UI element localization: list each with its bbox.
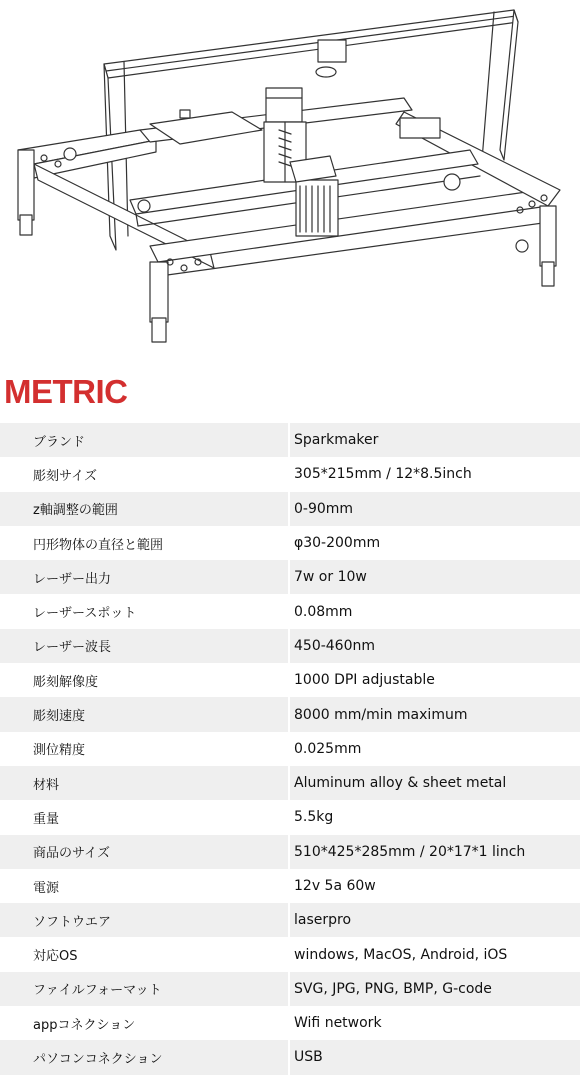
spec-value: 510*425*285mm / 20*17*1 linch [294, 843, 526, 860]
column-divider [288, 835, 290, 869]
spec-value: 0.08mm [294, 603, 353, 620]
spec-value: 7w or 10w [294, 569, 367, 586]
spec-label: ファイルフォーマット [33, 983, 162, 999]
column-divider [288, 526, 290, 560]
spec-label: 材料 [33, 777, 60, 793]
spec-label: ブランド [33, 434, 86, 450]
spec-row-engraving-size [0, 457, 580, 491]
spec-row-file-format [0, 972, 580, 1006]
spec-label: 電源 [33, 880, 60, 896]
spec-value: 12v 5a 60w [294, 878, 376, 894]
spec-row-round-object-diameter [0, 526, 580, 560]
spec-value: 8000 mm/min maximum [294, 706, 468, 723]
spec-value: 450-460nm [294, 637, 376, 654]
product-illustration [0, 0, 580, 355]
column-divider [288, 697, 290, 731]
spec-row-product-size [0, 835, 580, 869]
spec-row-software [0, 903, 580, 937]
spec-row-supported-os [0, 937, 580, 971]
column-divider [288, 1040, 290, 1074]
spec-label: z軸調整の範囲 [33, 503, 118, 519]
spec-label: 商品のサイズ [33, 846, 110, 862]
spec-value: 305*215mm / 12*8.5inch [294, 466, 472, 483]
spec-label: 測位精度 [33, 743, 86, 759]
spec-row-app-connection [0, 1006, 580, 1040]
spec-value: 1000 DPI adjustable [294, 672, 435, 689]
spec-value: Wifi network [294, 1015, 382, 1032]
spec-value: SVG, JPG, PNG, BMP, G-code [294, 980, 492, 997]
spec-row-laser-power [0, 560, 580, 594]
spec-label: パソコンコネクション [33, 1051, 163, 1067]
column-divider [288, 423, 290, 457]
spec-label: appコネクション [33, 1017, 136, 1033]
spec-value: windows, MacOS, Android, iOS [294, 946, 508, 963]
column-divider [288, 560, 290, 594]
column-divider [288, 903, 290, 937]
column-divider [288, 766, 290, 800]
spec-value: Aluminum alloy & sheet metal [294, 775, 507, 792]
spec-row-power-supply [0, 869, 580, 903]
spec-table [0, 423, 580, 1075]
spec-value: USB [294, 1049, 323, 1066]
spec-row-laser-spot [0, 594, 580, 628]
spec-label: 対応OS [33, 949, 78, 965]
column-divider [288, 1006, 290, 1040]
column-divider [288, 663, 290, 697]
spec-value: 0-90mm [294, 500, 354, 517]
column-divider [288, 869, 290, 903]
spec-label: レーザー出力 [33, 571, 112, 587]
spec-row-material [0, 766, 580, 800]
spec-label: ソフトウエア [33, 914, 112, 930]
spec-value: laserpro [294, 912, 352, 929]
spec-label: 彫刻解像度 [33, 674, 99, 690]
spec-row-positioning-accuracy [0, 732, 580, 766]
spec-row-laser-wavelength [0, 629, 580, 663]
column-divider [288, 972, 290, 1006]
spec-row-engraving-speed [0, 697, 580, 731]
column-divider [288, 457, 290, 491]
spec-label: 円形物体の直径と範囲 [33, 537, 164, 553]
spec-value: 0.025mm [294, 740, 362, 757]
column-divider [288, 492, 290, 526]
column-divider [288, 732, 290, 766]
spec-row-z-axis-range [0, 492, 580, 526]
spec-row-brand [0, 423, 580, 457]
spec-label: レーザー波長 [33, 640, 112, 656]
column-divider [288, 594, 290, 628]
spec-value: φ30-200mm [294, 535, 381, 552]
column-divider [288, 937, 290, 971]
spec-value: 5.5kg [294, 809, 334, 826]
spec-row-pc-connection [0, 1040, 580, 1074]
spec-row-weight [0, 800, 580, 834]
column-divider [288, 629, 290, 663]
metric-heading: METRIC [4, 373, 128, 410]
column-divider [288, 800, 290, 834]
spec-row-engraving-resolution [0, 663, 580, 697]
spec-label: 彫刻サイズ [33, 468, 97, 484]
spec-label: レーザースポット [33, 606, 137, 622]
spec-label: 彫刻速度 [33, 709, 86, 725]
spec-value: Sparkmaker [294, 432, 379, 449]
spec-label: 重量 [33, 811, 60, 827]
